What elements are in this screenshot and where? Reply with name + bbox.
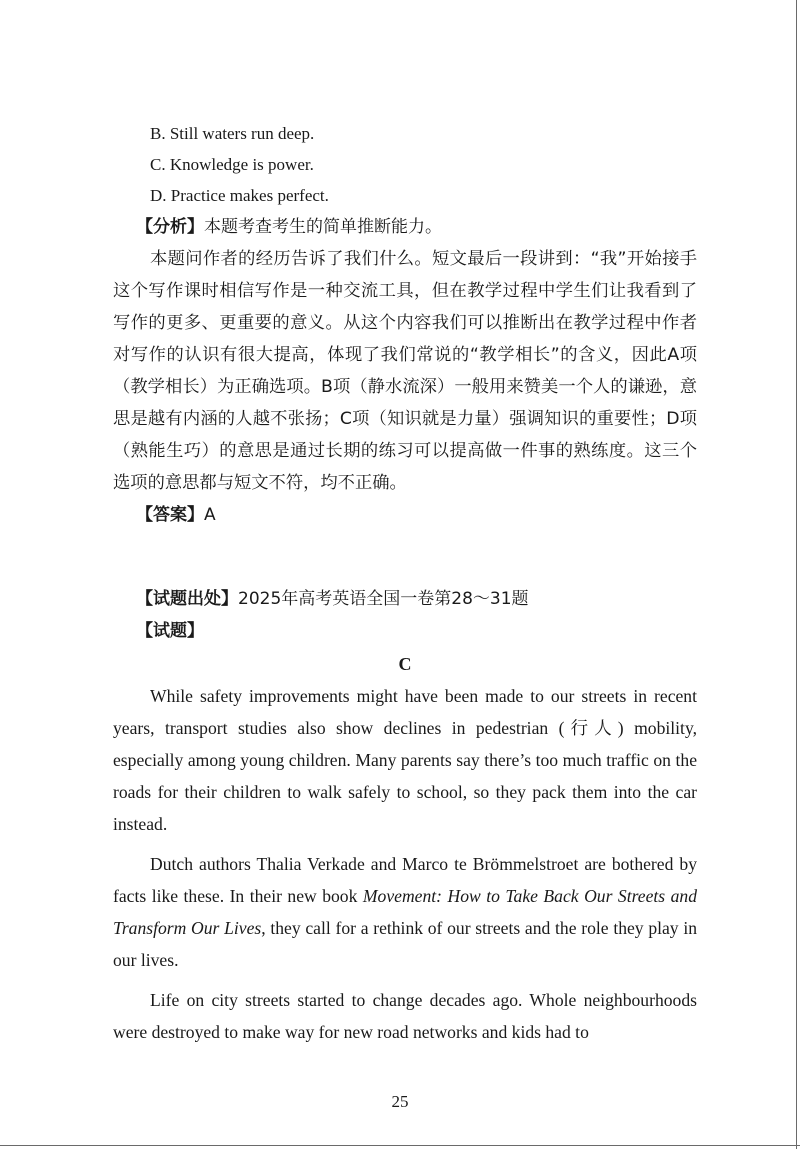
document-page bbox=[113, 118, 697, 1056]
source-label: 【试题出处】 bbox=[136, 589, 238, 609]
paragraph-2-end: , they call for a rethink of our streets and the role they play in our lives. bbox=[113, 918, 698, 970]
page-frame-bottom bbox=[0, 1145, 800, 1146]
option-c: C. Knowledge is power. bbox=[150, 155, 314, 174]
passage-paragraph-2 bbox=[113, 848, 697, 976]
question-label: 【试题】 bbox=[136, 621, 204, 641]
analysis-intro: 本题考查考生的简单推断能力。 bbox=[204, 217, 442, 237]
answer-value: A bbox=[204, 505, 216, 525]
page-number: 25 bbox=[391, 1092, 409, 1111]
analysis-heading bbox=[113, 211, 697, 243]
page-frame-right bbox=[796, 0, 797, 1149]
analysis-label: 【分析】 bbox=[136, 217, 204, 237]
option-d: D. Practice makes perfect. bbox=[150, 186, 329, 205]
answer-line bbox=[113, 499, 697, 531]
option-b: B. Still waters run deep. bbox=[150, 124, 315, 143]
passage-paragraph-1: While safety improvements might have been made to our streets in recent years, transport studies also show declines in pedestrian (行人) mobility, especially among young children. Many parents say there’s too much traffic on the roads for their children to walk safely to school, so they pack them into the car instead. bbox=[113, 686, 697, 834]
answer-label: 【答案】 bbox=[136, 505, 204, 525]
source-value: 2025年高考英语全国一卷第28～31题 bbox=[238, 589, 529, 609]
paragraph-2-start: Dutch authors Thalia Verkade and Marco te Brömmelstroet are bothered by facts like these. In their new book bbox=[113, 854, 697, 906]
analysis-body: 本题问作者的经历告诉了我们什么。短文最后一段讲到：“我”开始接手这个写作课时相信写作是一种交流工具，但在教学过程中学生们让我看到了写作的更多、更重要的意义。从这个内容我们可以推断出在教学过程中作者对写作的认识有很大提高，体现了我们常说的“教学相长”的含义，因此A项（教学相长）为正确选项。B项（静水流深）一般用来赞美一个人的谦逊，意思是越有内涵的人越不张扬；C项（知识就是力量）强调知识的重要性；D项（熟能生巧）的意思是通过长期的练习可以提高做一件事的熟练度。这三个选项的意思都与短文不符，均不正确。 bbox=[113, 249, 697, 493]
passage-paragraph-3: Life on city streets started to change decades ago. Whole neighbourhoods were destroyed to make way for new road networks and kids had to bbox=[113, 990, 697, 1042]
book-title: Movement: How to Take Back Our Streets and Transform Our Lives bbox=[113, 886, 698, 938]
source-line bbox=[113, 583, 697, 615]
question-line bbox=[113, 615, 697, 647]
question-source-block bbox=[113, 583, 697, 647]
section-letter: C bbox=[398, 654, 412, 674]
